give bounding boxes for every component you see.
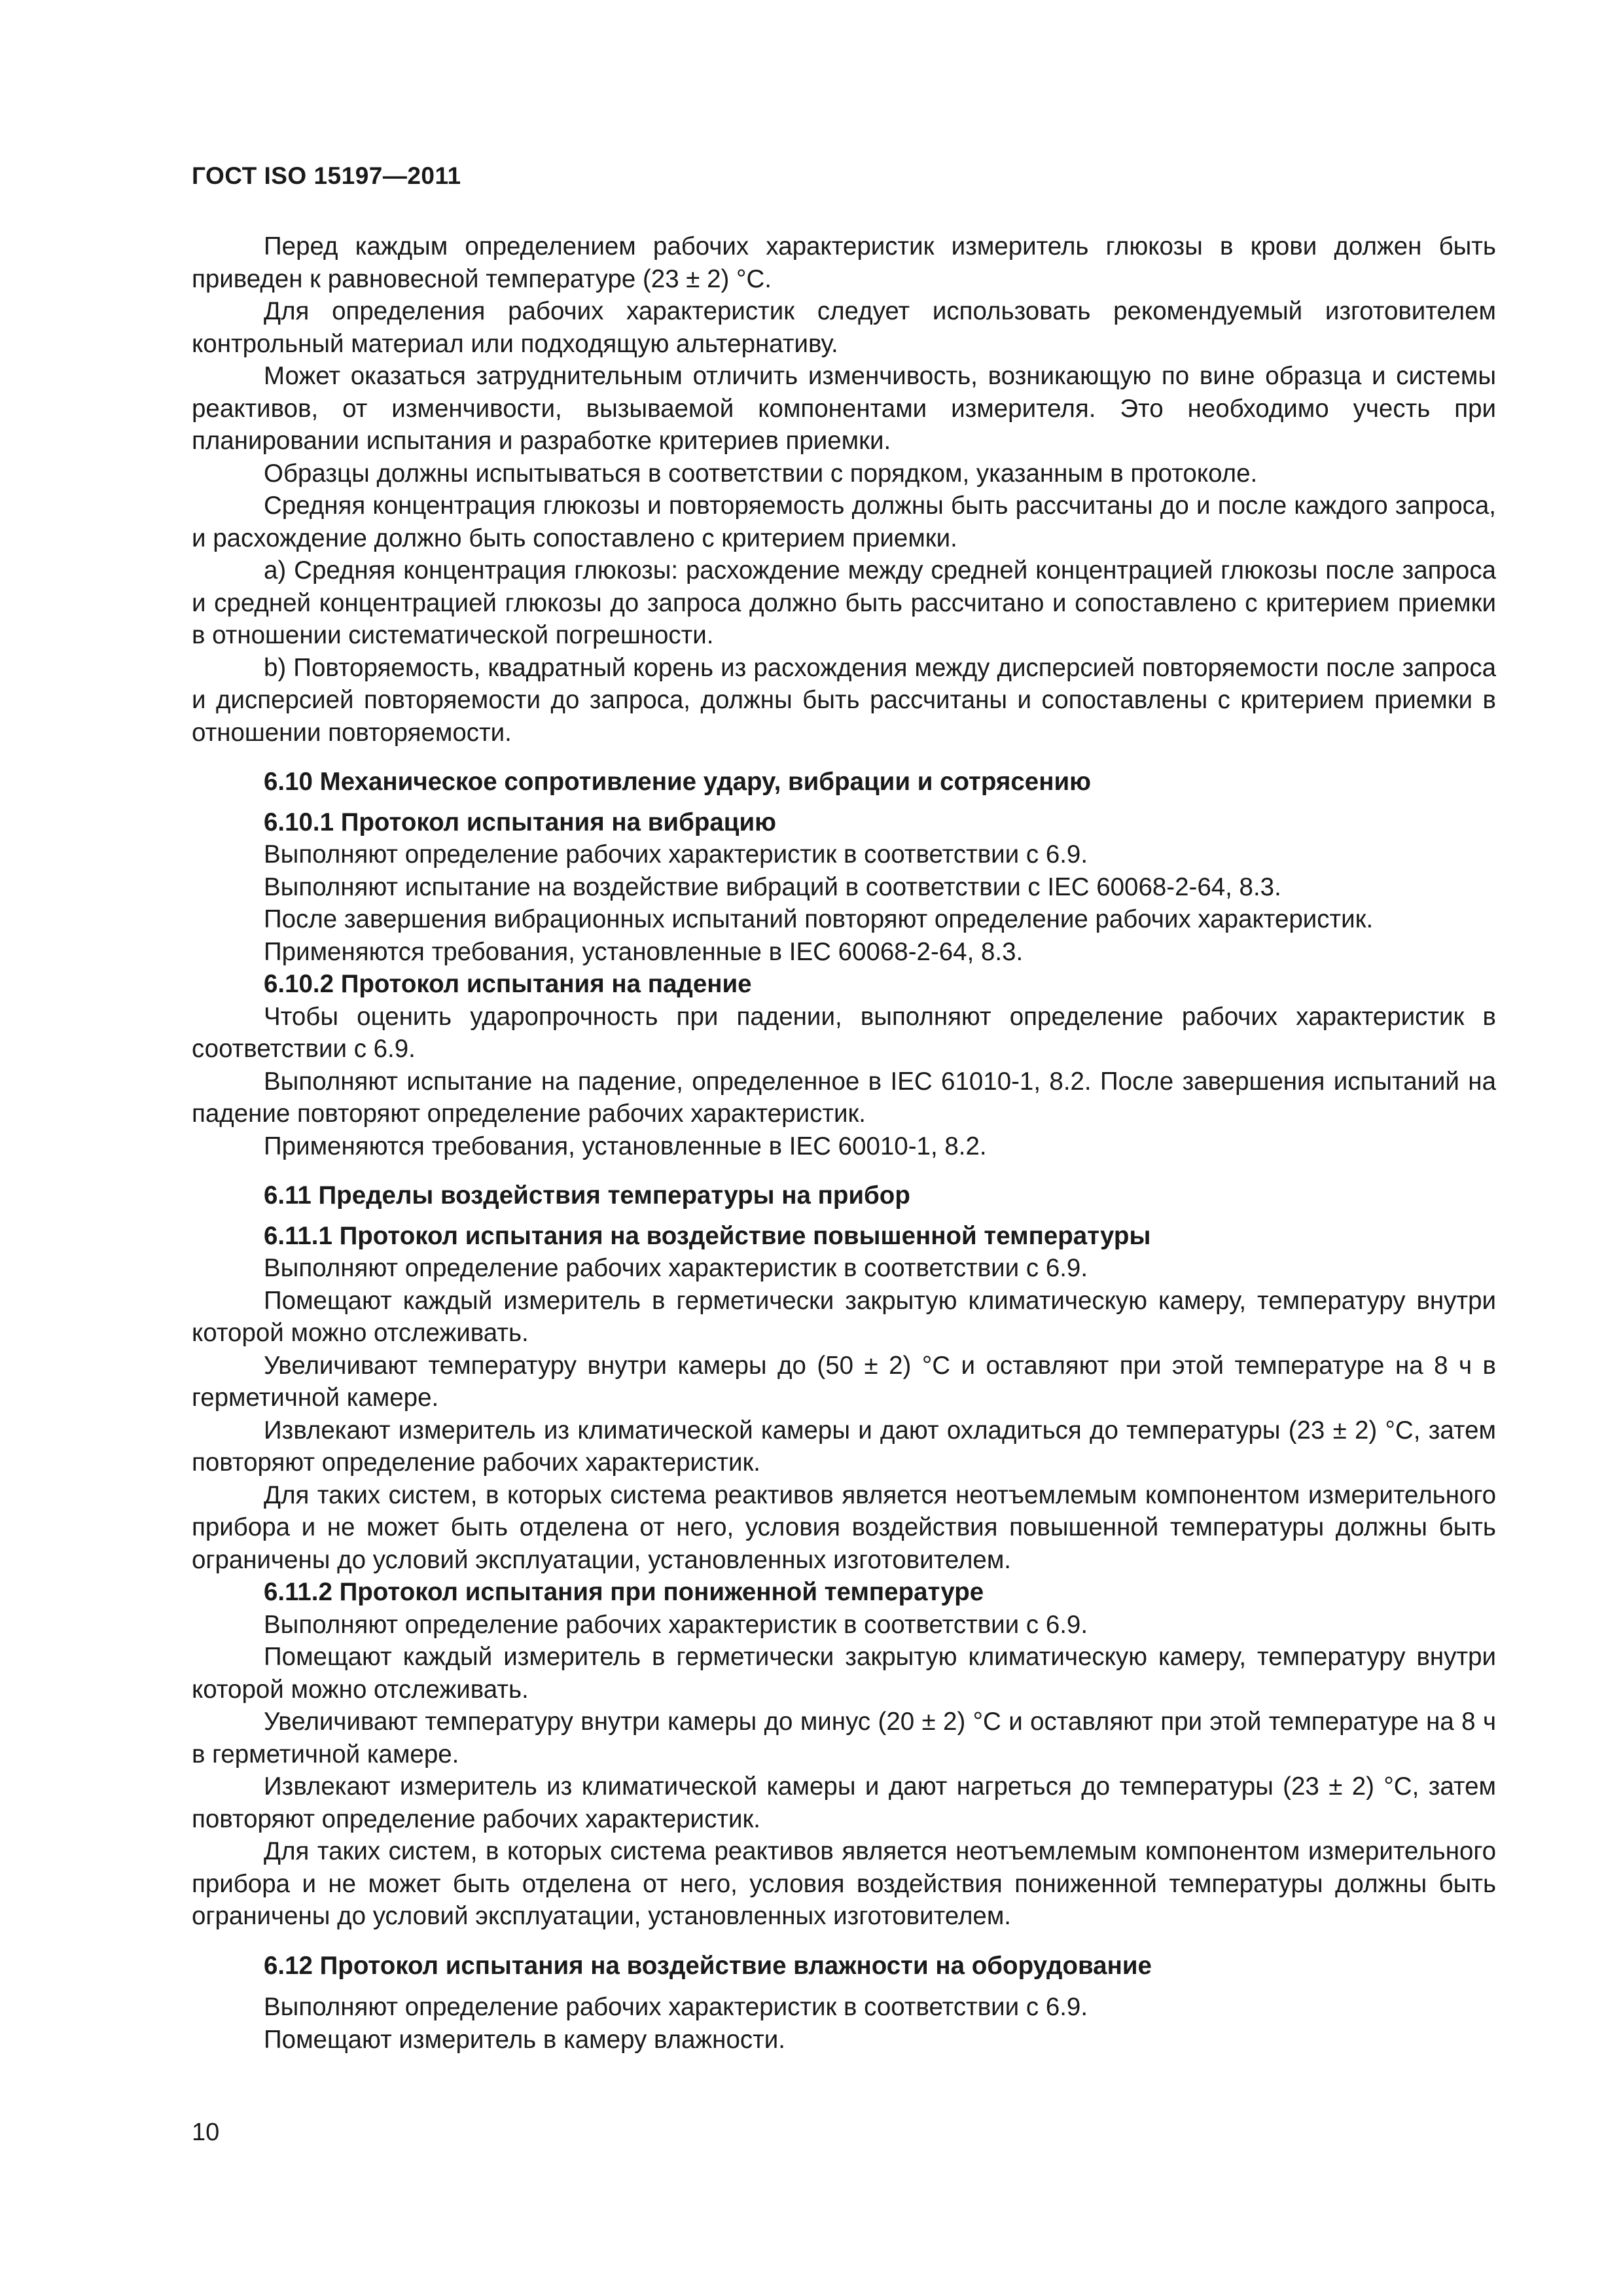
document-header: ГОСТ ISO 15197—2011	[192, 162, 461, 189]
subsection-heading-6-10-2: 6.10.2 Протокол испытания на падение	[264, 970, 752, 998]
paragraph: Применяются требования, установленные в IEC 60068-2-64, 8.3.	[264, 937, 1024, 966]
paragraph: Средняя концентрация глюкозы и повторяемость должны быть рассчитаны до и после каждого запроса, и расхождение должно быть сопоставлено с критерием приемки.	[192, 492, 1496, 552]
paragraph: Чтобы оценить ударопрочность при падении, выполняют определение рабочих характеристик в соответствии с 6.9.	[192, 1002, 1496, 1063]
paragraph: После завершения вибрационных испытаний повторяют определение рабочих характеристик.	[264, 905, 1374, 933]
paragraph: Выполняют испытание на воздействие вибраций в соответствии с IEC 60068-2-64, 8.3.	[264, 872, 1281, 901]
paragraph: Для определения рабочих характеристик следует использовать рекомендуемый изготовителем контрольный материал или подходящую альтернативу.	[192, 297, 1496, 358]
paragraph: Извлекают измеритель из климатической камеры и дают нагреться до температуры (23 ± 2) °С, затем повторяют определение рабочих характеристик.	[192, 1772, 1496, 1833]
paragraph: Увеличивают температуру внутри камеры до минус (20 ± 2) °С и оставляют при этой температуре на 8 ч в герметичной камере.	[192, 1708, 1496, 1768]
paragraph: Выполняют испытание на падение, определенное в IEC 61010-1, 8.2. После завершения испытаний на падение повторяют определение рабочих характеристик.	[192, 1067, 1496, 1128]
section-heading-6-11: 6.11 Пределы воздействия температуры на прибор	[264, 1181, 910, 1210]
paragraph: Для таких систем, в которых система реактивов является неотъемлемым компонентом измерительного прибора и не может быть отделена от него, условия воздействия повышенной температуры должны быть ограничены до условий эксплуатации, установленных изготовителем.	[192, 1480, 1496, 1574]
paragraph: Помещают измеритель в камеру влажности.	[264, 2025, 785, 2054]
paragraph: Образцы должны испытываться в соответствии с порядком, указанным в протоколе.	[264, 459, 1258, 488]
list-item-a: а) Средняя концентрация глюкозы: расхождение между средней концентрацией глюкозы после запроса и средней концентрацией глюкозы до запроса должно быть рассчитано и сопоставлено с критерием приемки в отношении систематической погрешности.	[192, 556, 1496, 649]
subsection-heading-6-11-2: 6.11.2 Протокол испытания при пониженной температуре	[264, 1578, 984, 1606]
paragraph: Выполняют определение рабочих характеристик в соответствии с 6.9.	[264, 840, 1088, 869]
paragraph: Помещают каждый измеритель в герметически закрытую климатическую камеру, температуру внутри которой можно отслеживать.	[192, 1643, 1496, 1704]
paragraph: Выполняют определение рабочих характеристик в соответствии с 6.9.	[264, 1993, 1088, 2021]
page-number: 10	[192, 2119, 220, 2146]
section-heading-6-12: 6.12 Протокол испытания на воздействие влажности на оборудование	[264, 1951, 1152, 1980]
paragraph: Извлекают измеритель из климатической камеры и дают охладиться до температуры (23 ± 2) °С, затем повторяют определение рабочих характеристик.	[192, 1416, 1496, 1477]
paragraph: Перед каждым определением рабочих характеристик измеритель глюкозы в крови должен быть приведен к равновесной температуре (23 ± 2) °С.	[192, 232, 1496, 293]
paragraph: Выполняют определение рабочих характеристик в соответствии с 6.9.	[264, 1254, 1088, 1282]
subsection-heading-6-11-1: 6.11.1 Протокол испытания на воздействие повышенной температуры	[264, 1221, 1151, 1250]
paragraph: Помещают каждый измеритель в герметически закрытую климатическую камеру, температуру внутри которой можно отслеживать.	[192, 1286, 1496, 1347]
paragraph: Для таких систем, в которых система реактивов является неотъемлемым компонентом измерительного прибора и не может быть отделена от него, условия воздействия пониженной температуры должны быть ограничены до условий эксплуатации, установленных изготовителем.	[192, 1837, 1496, 1930]
paragraph: Увеличивают температуру внутри камеры до (50 ± 2) °С и оставляют при этой температуре на 8 ч в герметичной камере.	[192, 1351, 1496, 1412]
document-body	[192, 230, 1496, 2056]
list-item-b: b) Повторяемость, квадратный корень из расхождения между дисперсией повторяемости после запроса и дисперсией повторяемости до запроса, должны быть рассчитаны и сопоставлены с критерием приемки в отношении повторяемости.	[192, 653, 1496, 747]
section-heading-6-10: 6.10 Механическое сопротивление удару, вибрации и сотрясению	[264, 768, 1091, 796]
subsection-heading-6-10-1: 6.10.1 Протокол испытания на вибрацию	[264, 808, 777, 836]
paragraph: Может оказаться затруднительным отличить изменчивость, возникающую по вине образца и системы реактивов, от изменчивости, вызываемой компонентами измерителя. Это необходимо учесть при планировании испытания и разработке критериев приемки.	[192, 362, 1496, 455]
paragraph: Применяются требования, установленные в IEC 60010-1, 8.2.	[264, 1132, 987, 1160]
paragraph: Выполняют определение рабочих характеристик в соответствии с 6.9.	[264, 1610, 1088, 1639]
